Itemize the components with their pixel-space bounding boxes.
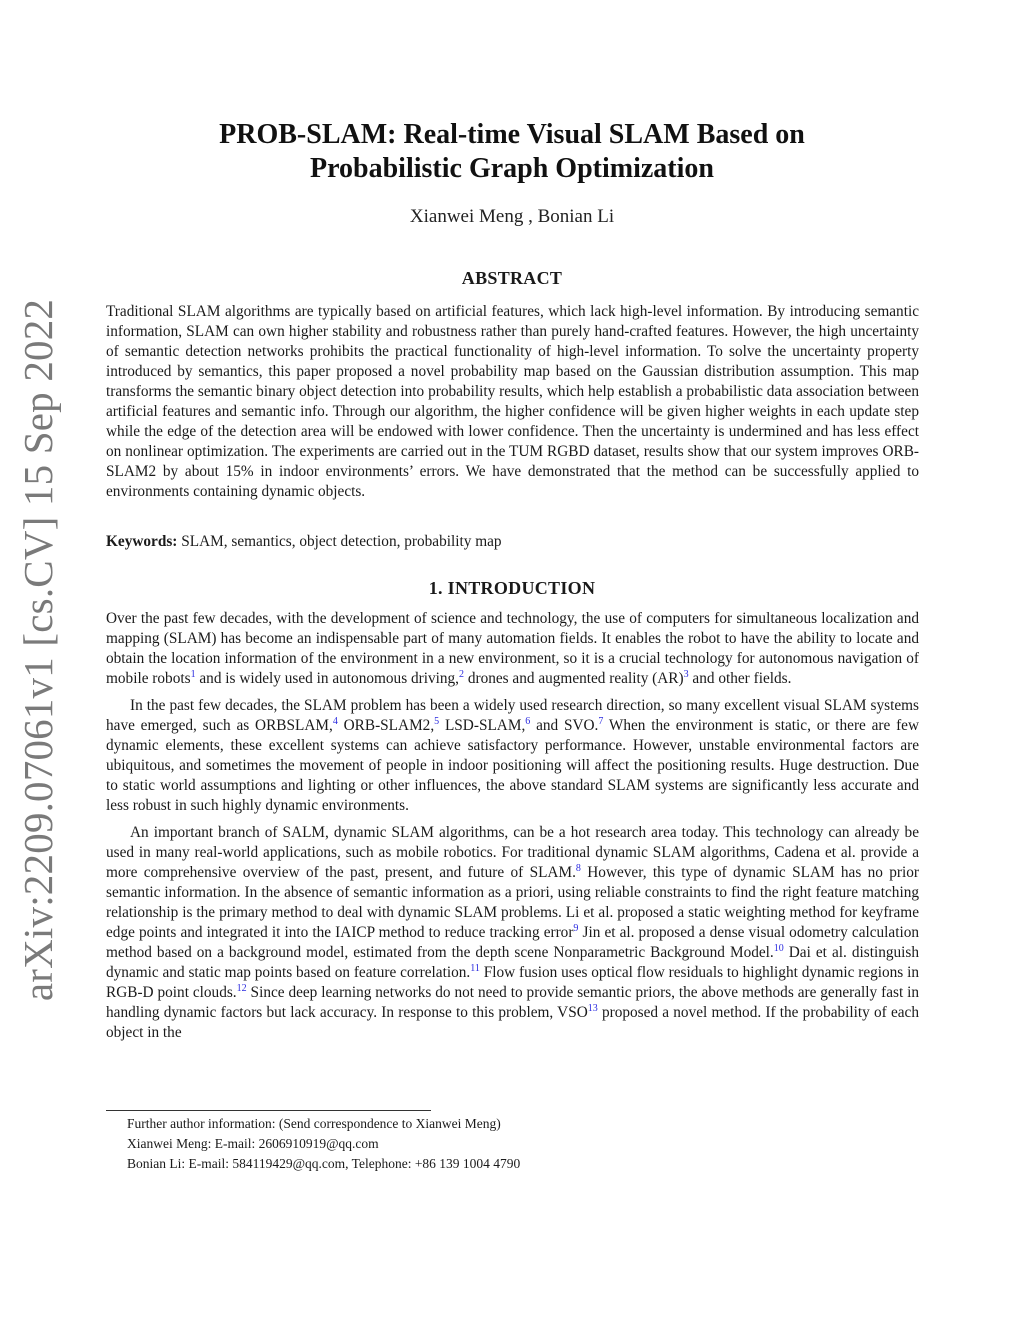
citation-link[interactable]: 6	[525, 716, 531, 727]
text-run: LSD-SLAM,	[439, 717, 526, 734]
introduction-body	[106, 609, 919, 1050]
abstract-heading: ABSTRACT	[461, 268, 563, 288]
arxiv-identifier-stamp	[8, 298, 68, 1002]
citation-link[interactable]: 5	[434, 716, 440, 727]
footnote-email-meng: Xianwei Meng: E-mail: 2606910919@qq.com	[127, 1136, 379, 1151]
intro-paragraph-3	[106, 823, 919, 1043]
author-list: Xianwei Meng , Bonian Li	[409, 206, 615, 227]
text-run: and SVO.	[530, 717, 599, 734]
text-run: ORB-SLAM2,	[337, 717, 435, 734]
citation-link[interactable]: 13	[587, 1003, 598, 1014]
text-run: An important branch of SALM, dynamic SLAM algorithms, can be a hot research area today. This technology can already be used in many real-world applications, such as mobile robotics. For traditional dynamic SLAM algorithms, Cadena et al. provide a more comprehensive overview of the past, present, and future of SLAM.	[106, 824, 919, 881]
paper-title	[150, 118, 874, 186]
text-run: drones and augmented reality (AR)	[464, 670, 684, 687]
arxiv-id-text: arXiv:2209.07061v1 [cs.CV] 15 Sep 2022	[15, 298, 61, 1002]
footnote-email-li: Bonian Li: E-mail: 584119429@qq.com, Telephone: +86 139 1004 4790	[127, 1156, 521, 1171]
keywords-label: Keywords:	[106, 533, 178, 550]
section-heading-introduction: 1. INTRODUCTION	[428, 578, 596, 598]
text-run: Dai et al. distinguish dynamic and static map points based on feature correlation.	[106, 944, 919, 981]
text-run: Over the past few decades, with the development of science and technology, the use of computers for simultaneous localization and mapping (SLAM) has become an indispensable part of many automation fields. It enables the robot to have the ability to locate and obtain the location information of the environment in a new environment, so it is a crucial technology for autonomous navigation of mobile robots	[106, 610, 919, 687]
citation-link[interactable]: 7	[598, 716, 604, 727]
citation-link[interactable]: 2	[459, 669, 464, 680]
footnote-divider	[106, 1110, 431, 1111]
citation-link[interactable]: 11	[470, 963, 480, 974]
text-run: Since deep learning networks do not need to provide semantic priors, the above methods are generally fast in handling dynamic factors but lack accuracy. In response to this problem, VSO	[106, 984, 920, 1021]
abstract-text: Traditional SLAM algorithms are typically based on artificial features, which lack high-level information. By introducing semantic information, SLAM can own higher stability and robustness rather than purely hand-crafted features. However, the high uncertainty of semantic detection networks prohibits the practical functionality of high-level information. To solve the uncertainty property introduced by semantics, this paper proposed a novel probability map based on the Gaussian distribution assumption. This map transforms the semantic binary object detection into probability results, which help establish a probabilistic data association between artificial features and semantic info. Through our algorithm, the higher confidence will be given higher weights in each update step while the edge of the detection area will be endowed with lower confidence. Then the uncertainty is undermined and has less effect on nonlinear optimization. The experiments are carried out in the TUM RGBD dataset, results show that our system improves ORB-SLAM2 by about 15% in indoor environments’ errors. We have demonstrated that the method can be successfully applied to environments containing dynamic objects.	[106, 303, 919, 500]
citation-link[interactable]: 12	[236, 983, 247, 994]
citation-link[interactable]: 1	[190, 669, 196, 680]
intro-paragraph-2	[106, 696, 919, 816]
title-line-2: Probabilistic Graph Optimization	[310, 153, 714, 184]
text-run: and is widely used in autonomous driving,	[195, 670, 459, 687]
text-run: However, this type of dynamic SLAM has no prior semantic information. In the absence of semantic information as a priori, using reliable constraints to find the right feature matching relationship is the primary method to deal with dynamic SLAM problems. Li et al. proposed a static weighting method for keyframe edge points and integrated it into the IAICP method to reduce tracking error	[106, 864, 920, 941]
keywords-list: SLAM, semantics, object detection, probability map	[181, 533, 502, 550]
footnote-author-info: Further author information: (Send correspondence to Xianwei Meng)	[127, 1116, 501, 1131]
text-run: Flow fusion uses optical flow residuals to highlight dynamic regions in RGB-D point clouds.	[106, 964, 920, 1001]
citation-link[interactable]: 8	[575, 863, 581, 874]
keywords-line	[106, 532, 919, 552]
text-run: When the environment is static, or there are few dynamic elements, these excellent systems can achieve satisfactory performance. However, unstable environmental factors are ubiquitous, and sometimes the movement of people in indoor positioning will affect the positioning results. Huge destruction. Due to static world assumptions and lighting or other influences, the above standard SLAM systems are significantly less accurate and less robust in such highly dynamic environments.	[106, 717, 920, 814]
footnotes	[127, 1114, 907, 1174]
text-run: Jin et al. proposed a dense visual odometry calculation method based on a background model, estimated from the depth scene Nonparametric Background Model.	[106, 924, 920, 961]
text-run: proposed a novel method. If the probability of each object in the	[106, 1004, 919, 1041]
citation-link[interactable]: 9	[573, 923, 579, 934]
citation-link[interactable]: 4	[332, 716, 338, 727]
title-line-1: PROB-SLAM: Real-time Visual SLAM Based on	[219, 119, 805, 150]
text-run: In the past few decades, the SLAM problem has been a widely used research direction, so many excellent visual SLAM systems have emerged, such as ORBSLAM,	[106, 697, 919, 734]
citation-link[interactable]: 3	[683, 669, 689, 680]
intro-paragraph-1	[106, 609, 919, 689]
citation-link[interactable]: 10	[773, 943, 784, 954]
text-run: and other fields.	[688, 670, 792, 687]
